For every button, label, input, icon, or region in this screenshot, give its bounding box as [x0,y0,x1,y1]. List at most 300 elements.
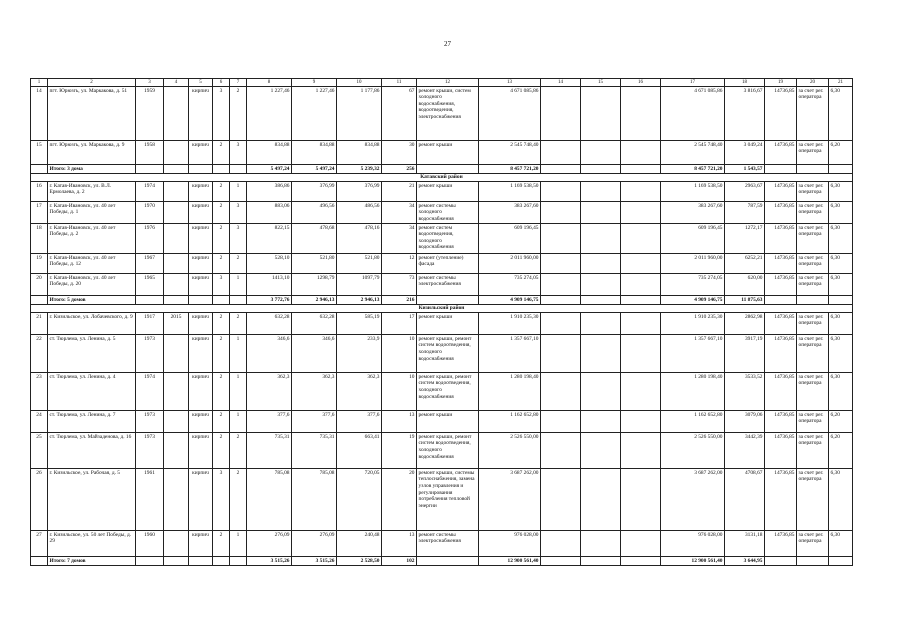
cost-col-16-cell [621,531,661,557]
column-number: 13 [479,79,541,87]
deadline-cell: 6,20 [829,411,853,433]
column-number: 18 [725,79,765,87]
entrances-cell: 2 [230,254,247,274]
cost-col-15-cell [581,469,621,531]
address-cell: Итого: 3 дома [48,165,136,174]
residential-area-cell: 377,6 [337,411,382,433]
works-cell: ремонт систем водоотведения, холодного водоснабжения [417,224,479,254]
table-row [31,433,853,469]
cost-per-sqm-cell: 3 049,24 [725,141,765,165]
works-cell: ремонт системы электроснабжения [417,274,479,296]
address-cell: Итого: 7 домов [48,557,136,566]
column-number: 10 [337,79,382,87]
operator-funds-cell: 383 267,60 [661,202,725,224]
funding-source-cell: за счет рег. оператора [797,224,829,254]
residents-cell: 20 [382,469,417,531]
residents-cell: 34 [382,202,417,224]
row-number-cell: 22 [31,335,48,373]
cost-col-14-cell [541,373,581,411]
living-area-cell: 1 227,46 [292,87,337,141]
row-number-cell: 21 [31,313,48,335]
cost-per-sqm-cell: 2862,98 [725,313,765,335]
residential-area-cell: 2 946,13 [337,296,382,305]
year-built-cell: 1959 [136,87,164,141]
total-area-cell: 362,3 [247,373,292,411]
year-built-cell [136,165,164,174]
max-cost-per-sqm-cell: 14736,85 [765,335,797,373]
max-cost-per-sqm-cell: 14736,85 [765,254,797,274]
residents-cell: 256 [382,165,417,174]
year-built-cell: 1960 [136,531,164,557]
total-cost-cell: 1 162 652,80 [479,411,541,433]
deadline-cell [829,165,853,174]
total-cost-cell: 12 900 561,40 [479,557,541,566]
living-area-cell: 276,09 [292,531,337,557]
operator-funds-cell: 2 011 960,00 [661,254,725,274]
column-number: 8 [247,79,292,87]
cost-per-sqm-cell: 3079,06 [725,411,765,433]
total-area-cell: 377,6 [247,411,292,433]
living-area-cell: 834,88 [292,141,337,165]
max-cost-per-sqm-cell: 14736,85 [765,202,797,224]
column-number: 9 [292,79,337,87]
entrances-cell [230,557,247,566]
cost-col-16-cell [621,254,661,274]
row-number-cell: 14 [31,87,48,141]
entrances-cell: 1 [230,335,247,373]
total-area-cell: 1 227,46 [247,87,292,141]
wall-material-cell: кирпич [189,202,213,224]
cost-col-14-cell [541,254,581,274]
cost-col-16-cell [621,165,661,174]
residential-area-cell: 240,48 [337,531,382,557]
row-number-cell: 15 [31,141,48,165]
max-cost-per-sqm-cell: 14736,85 [765,433,797,469]
page-number: 27 [444,40,451,48]
residents-cell: 17 [382,313,417,335]
year-reconstruction-cell [164,224,189,254]
year-reconstruction-cell [164,531,189,557]
total-area-cell: 785,08 [247,469,292,531]
address-cell: пгт. Юрюзгь, ул. Маркакова, д. 9 [48,141,136,165]
row-number-cell: 26 [31,469,48,531]
floors-cell: 2 [213,313,230,335]
works-cell: ремонт системы электроснабжения [417,531,479,557]
works-cell [417,296,479,305]
row-number-cell: 27 [31,531,48,557]
year-built-cell: 1970 [136,202,164,224]
year-reconstruction-cell [164,254,189,274]
year-built-cell: 1917 [136,313,164,335]
funding-source-cell: за счет рег. оператора [797,202,829,224]
cost-col-14-cell [541,313,581,335]
total-cost-cell: 2 011 960,00 [479,254,541,274]
floors-cell: 2 [213,335,230,373]
wall-material-cell: кирпич [189,87,213,141]
total-cost-cell: 1 357 667,10 [479,335,541,373]
living-area-cell: 2 946,13 [292,296,337,305]
living-area-cell: 1298,79 [292,274,337,296]
year-built-cell: 1973 [136,433,164,469]
works-cell: ремонт крыши [417,141,479,165]
funding-source-cell: за счет рег. оператора [797,87,829,141]
deadline-cell: 6,30 [829,469,853,531]
cost-col-16-cell [621,373,661,411]
funding-source-cell: за счет рег. оператора [797,373,829,411]
cost-col-16-cell [621,313,661,335]
year-built-cell: 1967 [136,254,164,274]
column-number: 19 [765,79,797,87]
table-row [31,313,853,335]
floors-cell [213,557,230,566]
district-section-row [31,304,853,313]
cost-col-14-cell [541,165,581,174]
cost-col-16-cell [621,274,661,296]
total-area-cell: 822,15 [247,224,292,254]
year-reconstruction-cell [164,469,189,531]
cost-col-14-cell [541,87,581,141]
works-cell [417,557,479,566]
cost-per-sqm-cell: 1 543,57 [725,165,765,174]
cost-per-sqm-cell: 6252,21 [725,254,765,274]
year-built-cell: 1961 [136,469,164,531]
total-area-cell: 632,28 [247,313,292,335]
capital-repair-table [30,78,853,566]
works-cell: ремонт крыши, ремонт систем водоотведения, холодного водоснабжения [417,373,479,411]
total-cost-cell: 609 196,45 [479,224,541,254]
total-cost-cell: 4 671 085,86 [479,87,541,141]
cost-col-16-cell [621,87,661,141]
total-area-cell: 3 515,26 [247,557,292,566]
funding-source-cell: за счет рег. оператора [797,433,829,469]
year-reconstruction-cell [164,296,189,305]
operator-funds-cell: 1 280 198,40 [661,373,725,411]
max-cost-per-sqm-cell [765,296,797,305]
entrances-cell: 2 [230,469,247,531]
year-built-cell: 1974 [136,373,164,411]
wall-material-cell: кирпич [189,313,213,335]
row-number-cell [31,296,48,305]
operator-funds-cell: 1 169 538,50 [661,182,725,202]
total-cost-cell: 8 457 721,20 [479,165,541,174]
row-number-cell [31,165,48,174]
column-number: 4 [164,79,189,87]
entrances-cell: 1 [230,373,247,411]
funding-source-cell [797,296,829,305]
cost-col-15-cell [581,411,621,433]
living-area-cell: 496,56 [292,202,337,224]
deadline-cell: 6,20 [829,141,853,165]
total-area-cell: 834,88 [247,141,292,165]
cost-col-15-cell [581,202,621,224]
total-area-cell: 346,6 [247,335,292,373]
table-row [31,202,853,224]
total-area-cell: 386,86 [247,182,292,202]
residents-cell: 21 [382,182,417,202]
year-built-cell [136,296,164,305]
column-number: 20 [797,79,829,87]
year-reconstruction-cell [164,141,189,165]
table-row [31,373,853,411]
deadline-cell: 6,20 [829,433,853,469]
operator-funds-cell: 4 909 146,75 [661,296,725,305]
cost-col-15-cell [581,296,621,305]
residents-cell: 67 [382,87,417,141]
row-number-cell: 18 [31,224,48,254]
total-cost-cell: 2 526 550,00 [479,433,541,469]
address-cell: ст. Тюрлема, ул. Ленина, д. 7 [48,411,136,433]
total-cost-cell: 976 028,00 [479,531,541,557]
total-cost-cell: 383 267,60 [479,202,541,224]
column-number-row [31,79,853,87]
residential-area-cell: 585,19 [337,313,382,335]
entrances-cell: 2 [230,433,247,469]
cost-per-sqm-cell: 3533,52 [725,373,765,411]
wall-material-cell: кирпич [189,411,213,433]
residential-area-cell: 362,3 [337,373,382,411]
cost-col-14-cell [541,433,581,469]
deadline-cell: 6,30 [829,531,853,557]
wall-material-cell: кирпич [189,469,213,531]
address-cell: г. Катав-Ивановск, ул. 40 лет Победы, д. 1 [48,202,136,224]
residential-area-cell: 376,99 [337,182,382,202]
address-cell: пгт. Юрюзгь, ул. Маркакова, д. 51 [48,87,136,141]
table-row [31,87,853,141]
max-cost-per-sqm-cell: 14736,85 [765,313,797,335]
table-row [31,224,853,254]
year-reconstruction-cell [164,373,189,411]
floors-cell: 2 [213,254,230,274]
table-row [31,335,853,373]
cost-per-sqm-cell: 620,00 [725,274,765,296]
address-cell: г. Кизильское, ул. Рабочая, д. 5 [48,469,136,531]
cost-col-15-cell [581,141,621,165]
year-built-cell: 1973 [136,335,164,373]
wall-material-cell: кирпич [189,433,213,469]
cost-col-16-cell [621,469,661,531]
cost-col-16-cell [621,411,661,433]
works-cell: ремонт крыши, ремонт систем водоотведения, холодного водоснабжения [417,335,479,373]
cost-per-sqm-cell: 3131,18 [725,531,765,557]
max-cost-per-sqm-cell: 14736,85 [765,87,797,141]
address-cell: г. Кизильское, ул. 50 лет Победы, д. 29 [48,531,136,557]
wall-material-cell: кирпич [189,254,213,274]
column-number: 21 [829,79,853,87]
entrances-cell: 2 [230,313,247,335]
wall-material-cell: кирпич [189,141,213,165]
total-row [31,296,853,305]
living-area-cell: 632,28 [292,313,337,335]
cost-col-16-cell [621,202,661,224]
year-reconstruction-cell [164,557,189,566]
cost-col-16-cell [621,224,661,254]
column-number: 12 [417,79,479,87]
funding-source-cell: за счет рег. оператора [797,182,829,202]
year-reconstruction-cell: 2015 [164,313,189,335]
funding-source-cell [797,165,829,174]
wall-material-cell: кирпич [189,182,213,202]
address-cell: Итого: 5 домов [48,296,136,305]
deadline-cell: 6,30 [829,87,853,141]
living-area-cell: 362,3 [292,373,337,411]
column-number: 6 [213,79,230,87]
works-cell: ремонт крыши [417,182,479,202]
deadline-cell: 6,30 [829,202,853,224]
column-number: 16 [621,79,661,87]
floors-cell: 2 [213,141,230,165]
cost-col-14-cell [541,141,581,165]
deadline-cell [829,557,853,566]
cost-col-14-cell [541,296,581,305]
total-area-cell: 276,09 [247,531,292,557]
entrances-cell: 1 [230,531,247,557]
row-number-cell: 23 [31,373,48,411]
operator-funds-cell: 3 687 262,00 [661,469,725,531]
residential-area-cell: 233,9 [337,335,382,373]
entrances-cell [230,165,247,174]
column-number: 17 [661,79,725,87]
cost-col-14-cell [541,335,581,373]
cost-col-15-cell [581,373,621,411]
entrances-cell: 2 [230,87,247,141]
floors-cell: 2 [213,433,230,469]
cost-col-14-cell [541,274,581,296]
cost-col-15-cell [581,87,621,141]
column-number: 3 [136,79,164,87]
operator-funds-cell: 1 357 667,10 [661,335,725,373]
floors-cell: 3 [213,469,230,531]
works-cell: ремонт крыши, ремонт систем водоотведения, холодного водоснабжения [417,433,479,469]
funding-source-cell: за счет рег. оператора [797,531,829,557]
cost-per-sqm-cell: 1272,17 [725,224,765,254]
operator-funds-cell: 976 028,00 [661,531,725,557]
funding-source-cell: за счет рег. оператора [797,254,829,274]
column-number: 2 [48,79,136,87]
residents-cell: 13 [382,411,417,433]
district-name: Кизильский район [31,304,853,313]
table-row [31,411,853,433]
wall-material-cell: кирпич [189,373,213,411]
table-row [31,531,853,557]
deadline-cell: 6,30 [829,224,853,254]
row-number-cell: 24 [31,411,48,433]
living-area-cell: 478,68 [292,224,337,254]
residential-area-cell: 2 528,50 [337,557,382,566]
cost-col-14-cell [541,182,581,202]
floors-cell [213,296,230,305]
cost-col-15-cell [581,254,621,274]
address-cell: ст. Тюрлема, ул. Майзаденова, д. 16 [48,433,136,469]
funding-source-cell: за счет рег. оператора [797,313,829,335]
address-cell: ст. Тюрлема, ул. Ленина, д. 4 [48,373,136,411]
year-reconstruction-cell [164,274,189,296]
cost-col-16-cell [621,335,661,373]
district-section-row [31,173,853,182]
max-cost-per-sqm-cell: 14736,85 [765,469,797,531]
residential-area-cell: 486,56 [337,202,382,224]
cost-col-15-cell [581,165,621,174]
residential-area-cell: 720,05 [337,469,382,531]
year-built-cell: 1973 [136,411,164,433]
living-area-cell: 735,31 [292,433,337,469]
entrances-cell: 1 [230,182,247,202]
operator-funds-cell: 1 910 235,30 [661,313,725,335]
living-area-cell: 376,99 [292,182,337,202]
residents-cell: 10 [382,373,417,411]
residents-cell: 19 [382,433,417,469]
residents-cell: 34 [382,224,417,254]
column-number: 1 [31,79,48,87]
cost-col-14-cell [541,202,581,224]
deadline-cell: 6,30 [829,182,853,202]
deadline-cell: 6,30 [829,254,853,274]
operator-funds-cell: 1 162 652,80 [661,411,725,433]
cost-per-sqm-cell: 4708,67 [725,469,765,531]
living-area-cell: 346,6 [292,335,337,373]
total-cost-cell: 2 545 748,40 [479,141,541,165]
entrances-cell: 3 [230,141,247,165]
max-cost-per-sqm-cell: 14736,85 [765,224,797,254]
year-reconstruction-cell [164,165,189,174]
wall-material-cell: кирпич [189,335,213,373]
year-reconstruction-cell [164,411,189,433]
funding-source-cell: за счет рег. оператора [797,411,829,433]
wall-material-cell [189,557,213,566]
column-number: 15 [581,79,621,87]
wall-material-cell: кирпич [189,274,213,296]
cost-col-14-cell [541,557,581,566]
entrances-cell: 3 [230,224,247,254]
table-row [31,469,853,531]
deadline-cell: 6,30 [829,274,853,296]
max-cost-per-sqm-cell [765,165,797,174]
entrances-cell [230,296,247,305]
row-number-cell: 17 [31,202,48,224]
max-cost-per-sqm-cell: 14736,85 [765,182,797,202]
total-cost-cell: 1 169 538,50 [479,182,541,202]
residents-cell: 73 [382,274,417,296]
max-cost-per-sqm-cell: 14736,85 [765,411,797,433]
operator-funds-cell: 12 900 561,40 [661,557,725,566]
cost-col-16-cell [621,141,661,165]
floors-cell: 2 [213,224,230,254]
cost-col-15-cell [581,224,621,254]
floors-cell [213,165,230,174]
cost-per-sqm-cell: 3442,39 [725,433,765,469]
works-cell: ремонт крыши [417,411,479,433]
total-area-cell: 5 497,24 [247,165,292,174]
operator-funds-cell: 4 671 085,86 [661,87,725,141]
works-cell [417,165,479,174]
address-cell: г. Катав-Ивановск, ул. 40 лет Победы, д. 2 [48,224,136,254]
total-cost-cell: 3 687 262,00 [479,469,541,531]
works-cell: ремонт (утепление) фасада [417,254,479,274]
total-area-cell: 735,31 [247,433,292,469]
total-area-cell: 528,10 [247,254,292,274]
max-cost-per-sqm-cell [765,557,797,566]
floors-cell: 2 [213,373,230,411]
cost-per-sqm-cell: 2963,67 [725,182,765,202]
cost-col-15-cell [581,531,621,557]
residential-area-cell: 1097,79 [337,274,382,296]
funding-source-cell: за счет рег. оператора [797,335,829,373]
cost-per-sqm-cell: 11 875,63 [725,296,765,305]
wall-material-cell: кирпич [189,531,213,557]
cost-per-sqm-cell: 3 644,95 [725,557,765,566]
funding-source-cell: за счет рег. оператора [797,274,829,296]
operator-funds-cell: 735 274,05 [661,274,725,296]
address-cell: г. Катав-Ивановск, ул. 40 лет Победы, д. 20 [48,274,136,296]
